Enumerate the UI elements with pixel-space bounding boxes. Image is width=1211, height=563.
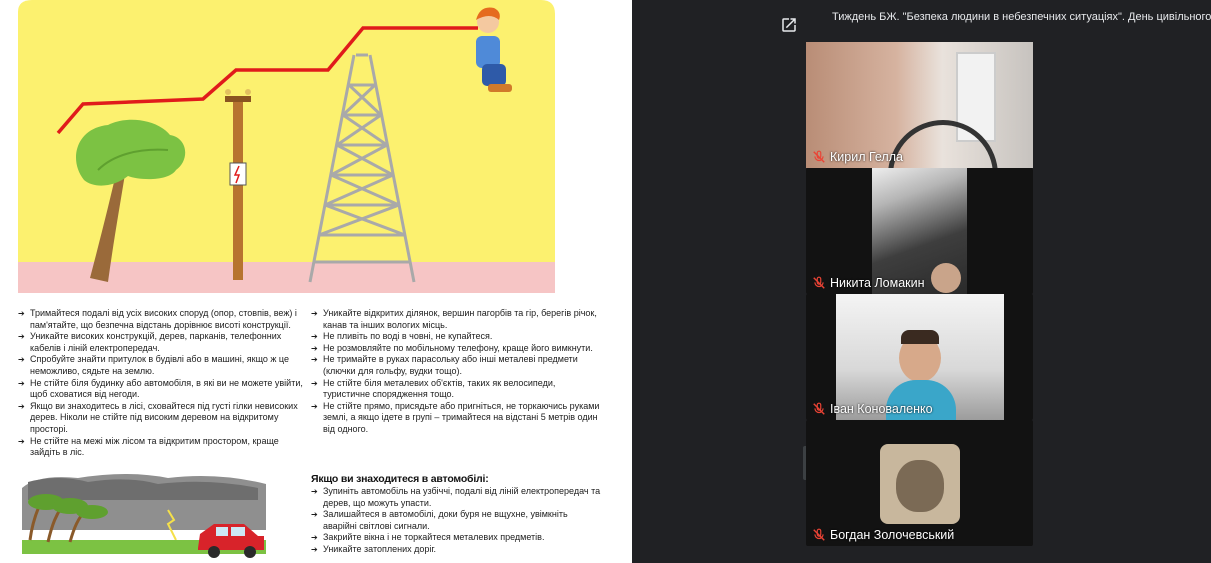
mic-off-icon [812, 276, 826, 290]
meeting-title: Тиждень БЖ. "Безпека людини в небезпечних ситуаціях". День цивільного [832, 11, 1211, 23]
participant-name: Богдан Золочевський [830, 528, 955, 542]
tip-item: ➔ Закрийте вікна і не торкайтеся металевих предметів. [311, 532, 601, 544]
participant-face [931, 263, 961, 293]
tip-item: ➔ Тримайтеся подалі від усіх високих споруд (опор, стовпів, веж) і пам'ятайте, що безпечна відстань дорівнює висоті конструкції. [18, 308, 303, 331]
tip-item: ➔ Уникайте затоплених доріг. [311, 544, 601, 556]
car-tips [311, 486, 601, 556]
mic-off-icon [812, 528, 826, 542]
tip-item: ➔ Не стійте на межі між лісом та відкритим простором, краще зайдіть в ліс. [18, 436, 303, 459]
lightning-tips-left [18, 308, 303, 459]
participant-tile[interactable] [806, 42, 1033, 168]
participant-tile[interactable] [806, 420, 1033, 546]
cat-photo [896, 460, 944, 512]
tip-item: ➔ Не стійте біля будинку або автомобіля, в які ви не можете увійти, щоб сховатися від негоди. [18, 378, 303, 401]
storm-car-illustration [18, 470, 270, 563]
tip-item: ➔ Не пливіть по воді в човні, не купайтеся. [311, 331, 601, 343]
lightning-tips-right [311, 308, 601, 436]
participant-tile[interactable] [806, 168, 1033, 294]
meeting-side-panel [632, 0, 1211, 563]
lightning-safety-illustration [18, 0, 555, 293]
tip-item: ➔ Зупиніть автомобіль на узбіччі, подалі від ліній електропередач та дерев, що можуть упасти. [311, 486, 601, 509]
tip-item: ➔ Не розмовляйте по мобільному телефону, краще його вимкнути. [311, 343, 601, 355]
open-in-new-icon[interactable] [780, 16, 798, 34]
tip-item: ➔ Залишайтеся в автомобілі, доки буря не вщухне, увімкніть аварійні світлові сигнали. [311, 509, 601, 532]
participant-tile[interactable] [806, 294, 1033, 420]
participant-name: Никита Ломакин [830, 276, 925, 290]
tip-item: ➔ Уникайте відкритих ділянок, вершин пагорбів та гір, берегів річок, канав та інших вологих місць. [311, 308, 601, 331]
tip-item: ➔ Уникайте високих конструкцій, дерев, парканів, телефонних кабелів і ліній електропередач. [18, 331, 303, 354]
mic-off-icon [812, 150, 826, 164]
participant-hair [901, 330, 939, 344]
mic-off-icon [812, 402, 826, 416]
tip-item: ➔ Не тримайте в руках парасольку або інші металеві предмети (ключки для гольфу, вудки тощо). [311, 354, 601, 377]
tip-item: ➔ Не стійте прямо, присядьте або пригніться, не торкаючись руками землі, а якщо ідете в групі – тримайтеся на відстані 5 метрів один від одного. [311, 401, 601, 436]
tip-item: ➔ Якщо ви знаходитесь в лісі, сховайтеся під густі гілки невисоких дерев. Ніколи не стійте під високим деревом на відкритому просторі. [18, 401, 303, 436]
tip-item: ➔ Спробуйте знайти притулок в будівлі або в машині, якщо ж це неможливо, сядьте на землю. [18, 354, 303, 377]
car-section-heading: Якщо ви знаходитеся в автомобілі: [311, 473, 489, 485]
tip-item: ➔ Не стійте біля металевих об'єктів, таких як велосипеди, туристичне спорядження тощо. [311, 378, 601, 401]
participant-name: Кирил Гелла [830, 150, 903, 164]
participant-name: Іван Коноваленко [830, 402, 933, 416]
